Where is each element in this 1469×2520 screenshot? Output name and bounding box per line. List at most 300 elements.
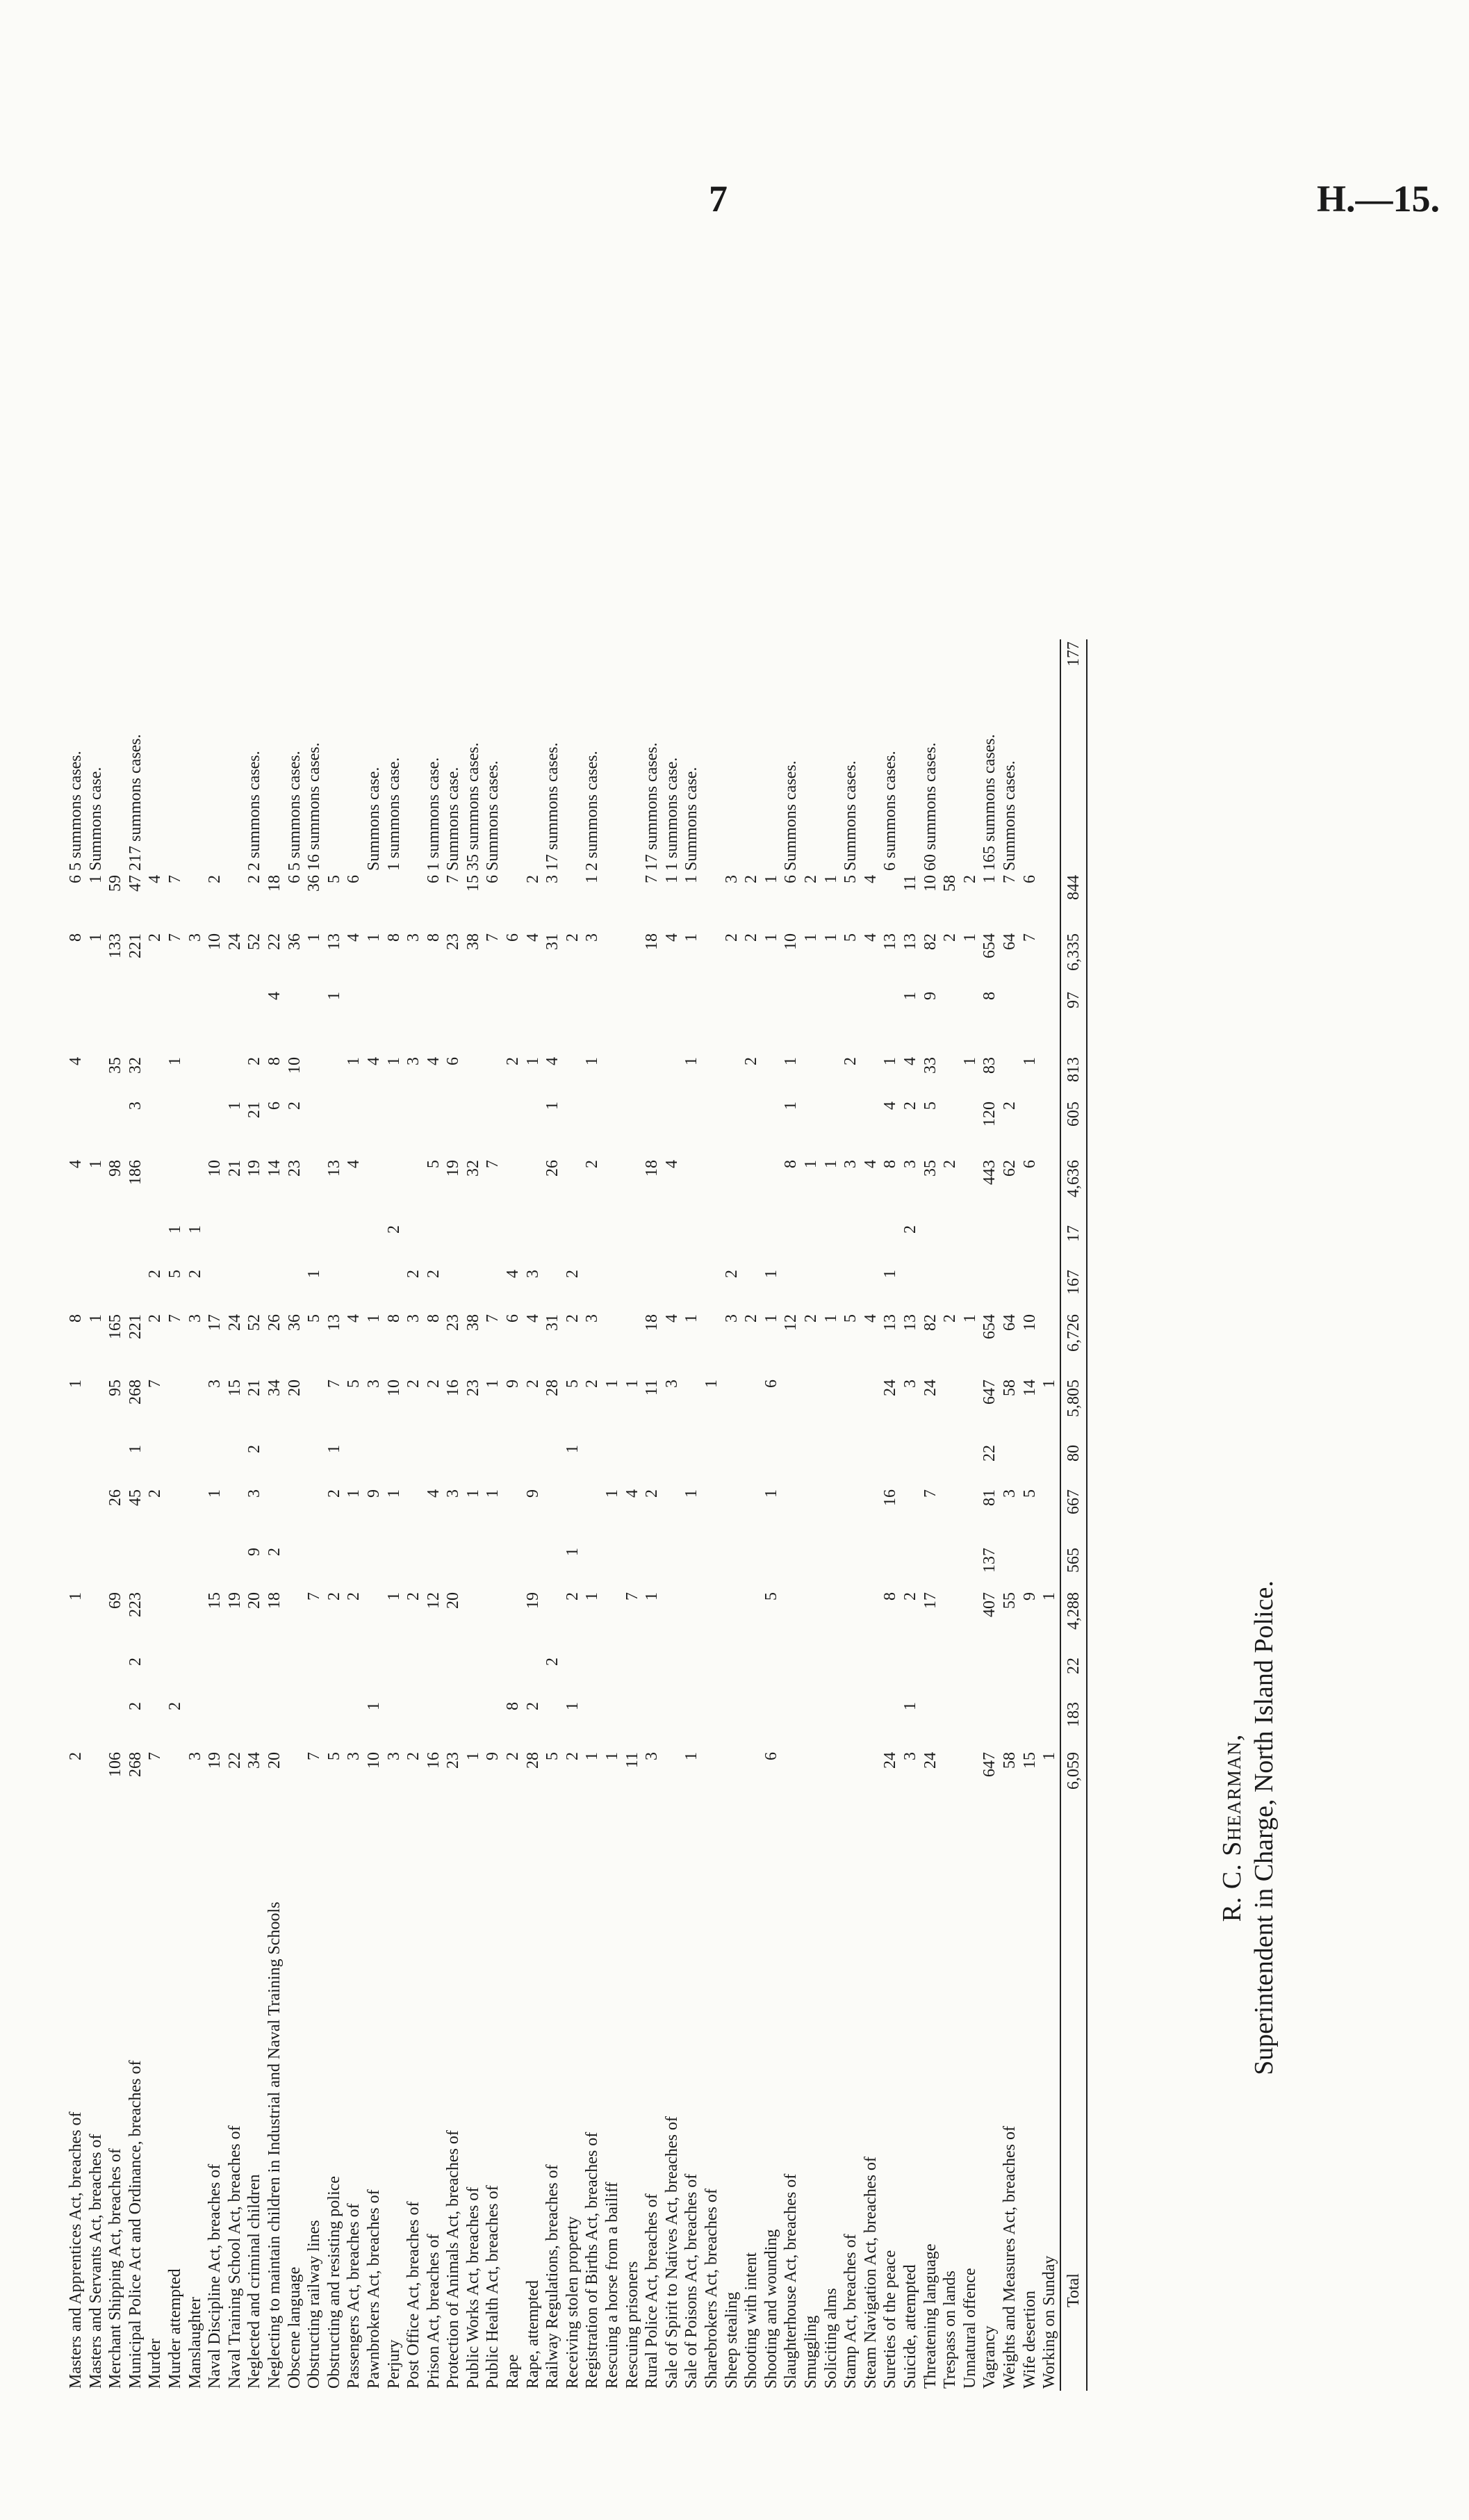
value-cell: 8 xyxy=(265,1057,284,1065)
value-cell xyxy=(741,1546,762,1590)
value-cell: 8 xyxy=(504,1702,523,1710)
value-cell xyxy=(424,1443,444,1487)
value-cell: 1 xyxy=(682,1314,701,1323)
value-cell xyxy=(344,990,364,1055)
value-cell xyxy=(880,1223,901,1268)
value-cell xyxy=(106,1546,126,1590)
value-cell xyxy=(86,1099,106,1158)
value-cell xyxy=(404,1487,424,1546)
value-cell xyxy=(1040,873,1060,931)
value-cell xyxy=(66,1700,86,1750)
value-cell xyxy=(145,1443,165,1487)
value-cell xyxy=(523,1443,543,1487)
value-cell xyxy=(682,1223,702,1268)
table-row xyxy=(186,639,206,2391)
remarks-cell: Summons case. xyxy=(364,767,383,871)
value-cell: 62 xyxy=(1000,1160,1019,1177)
value-cell: 17 xyxy=(921,1592,939,1609)
value-cell: 2 xyxy=(941,1314,960,1323)
value-cell: 2 xyxy=(583,1160,602,1168)
value-cell: 32 xyxy=(126,1057,145,1074)
total-cell: 813 xyxy=(1060,1055,1088,1099)
value-cell: 1 xyxy=(364,933,383,942)
value-cell xyxy=(106,1099,126,1158)
rotated-table-container xyxy=(66,236,1386,2391)
offence-label: Unnatural offence xyxy=(960,2268,979,2389)
table-row xyxy=(940,639,960,2391)
value-cell: 20 xyxy=(265,1752,284,1769)
value-cell: 7 xyxy=(146,1380,165,1388)
value-cell: 7 xyxy=(305,1752,324,1760)
table-row xyxy=(503,639,523,2391)
value-cell xyxy=(463,1268,484,1312)
value-cell: 10 xyxy=(921,875,939,892)
table-row xyxy=(443,639,463,2391)
value-cell xyxy=(781,1268,801,1312)
value-cell xyxy=(821,1055,842,1099)
table-row xyxy=(424,639,444,2391)
value-cell xyxy=(563,1655,583,1700)
value-cell: 7 xyxy=(1000,875,1019,883)
value-cell xyxy=(801,1223,821,1268)
offence-label: Slaughterhouse Act, breaches of xyxy=(782,2173,801,2389)
value-cell xyxy=(304,1158,325,1223)
value-cell xyxy=(801,1487,821,1546)
table-row xyxy=(960,639,980,2391)
value-cell: 3 xyxy=(404,933,423,942)
table-row xyxy=(602,639,623,2391)
total-cell: 22 xyxy=(1060,1655,1088,1700)
value-cell: 2 xyxy=(424,1270,443,1278)
value-cell: 7 xyxy=(325,1380,343,1388)
value-cell xyxy=(602,1443,623,1487)
value-cell xyxy=(702,873,722,931)
value-cell: 1 xyxy=(563,1548,582,1556)
value-cell xyxy=(642,1099,662,1158)
value-cell xyxy=(483,1700,503,1750)
signature-title: Superintendent in Charge, North Island Police. xyxy=(1249,1580,1279,2075)
value-cell xyxy=(66,1268,86,1312)
value-cell xyxy=(205,1223,225,1268)
offence-label: Municipal Police Act and Ordinance, breaches of xyxy=(126,2060,145,2389)
value-cell: 6 xyxy=(782,875,801,883)
value-cell xyxy=(781,1546,801,1590)
value-cell xyxy=(821,1750,842,1794)
value-cell: 19 xyxy=(444,1160,463,1177)
value-cell xyxy=(86,1223,106,1268)
value-cell xyxy=(483,990,503,1055)
value-cell: 1 xyxy=(86,1160,105,1168)
value-cell: 2 xyxy=(245,875,264,883)
value-cell xyxy=(126,990,146,1055)
value-cell xyxy=(722,1487,742,1546)
value-cell xyxy=(602,1312,623,1377)
remarks-cell xyxy=(523,639,543,873)
table-row xyxy=(861,639,881,2391)
value-cell: 18 xyxy=(265,1592,284,1609)
value-cell xyxy=(801,1055,821,1099)
value-cell xyxy=(285,1700,305,1750)
value-cell: 4 xyxy=(861,1160,880,1168)
value-cell xyxy=(841,1377,861,1443)
value-cell xyxy=(702,1487,722,1546)
value-cell xyxy=(205,1099,225,1158)
value-cell xyxy=(1040,1546,1060,1590)
value-cell xyxy=(722,1655,742,1700)
value-cell xyxy=(86,990,106,1055)
value-cell xyxy=(861,1750,881,1794)
value-cell: 8 xyxy=(67,1314,85,1323)
value-cell xyxy=(145,1655,165,1700)
value-cell xyxy=(523,990,543,1055)
value-cell xyxy=(602,1158,623,1223)
table-row xyxy=(304,639,325,2391)
value-cell xyxy=(66,1655,86,1700)
value-cell xyxy=(623,1655,643,1700)
value-cell xyxy=(225,1443,245,1487)
value-cell xyxy=(424,1099,444,1158)
value-cell: 6 xyxy=(1020,875,1039,883)
value-cell: 33 xyxy=(921,1057,939,1074)
value-cell xyxy=(741,1223,762,1268)
value-cell: 2 xyxy=(424,1380,443,1388)
value-cell: 1 xyxy=(186,1225,204,1234)
value-cell: 1 xyxy=(821,1314,840,1323)
value-cell xyxy=(821,1268,842,1312)
offence-label: Rescuing prisoners xyxy=(623,2261,641,2389)
value-cell: 21 xyxy=(245,1380,264,1396)
value-cell: 3 xyxy=(722,875,741,883)
value-cell: 9 xyxy=(504,1380,523,1388)
value-cell xyxy=(940,1055,960,1099)
value-cell xyxy=(722,1443,742,1487)
value-cell xyxy=(642,1055,662,1099)
value-cell: 9 xyxy=(364,1489,383,1498)
value-cell xyxy=(344,1268,364,1312)
value-cell: 24 xyxy=(881,1380,900,1396)
value-cell xyxy=(980,1223,1000,1268)
total-cell: 6,726 xyxy=(1060,1312,1088,1377)
value-cell xyxy=(861,1268,881,1312)
value-cell xyxy=(463,1546,484,1590)
value-cell xyxy=(285,1546,305,1590)
value-cell: 1 xyxy=(463,1489,482,1498)
value-cell: 3 xyxy=(384,1752,403,1760)
value-cell xyxy=(325,1099,345,1158)
value-cell xyxy=(245,1223,265,1268)
remarks-cell xyxy=(563,639,583,873)
value-cell: 1 xyxy=(384,1592,403,1601)
value-cell xyxy=(285,1590,305,1655)
value-cell xyxy=(861,1099,881,1158)
value-cell xyxy=(880,990,901,1055)
value-cell xyxy=(861,1377,881,1443)
value-cell: 20 xyxy=(285,1380,304,1396)
value-cell xyxy=(682,1546,702,1590)
value-cell: 18 xyxy=(643,933,662,950)
value-cell xyxy=(225,990,245,1055)
value-cell xyxy=(682,1700,702,1750)
offence-label: Neglected and criminal children xyxy=(245,2174,264,2389)
table-row xyxy=(66,639,86,2391)
value-cell: 1 xyxy=(67,1592,85,1601)
value-cell: 1 xyxy=(901,1702,919,1710)
value-cell xyxy=(186,1546,206,1590)
value-cell xyxy=(682,1158,702,1223)
offence-label: Protection of Animals Act, breaches of xyxy=(444,2130,463,2389)
value-cell: 2 xyxy=(325,1489,343,1498)
value-cell xyxy=(145,1590,165,1655)
value-cell xyxy=(364,1223,384,1268)
value-cell: 654 xyxy=(980,1314,999,1339)
value-cell xyxy=(443,1268,463,1312)
value-cell: 3 xyxy=(186,933,204,942)
value-cell: 4 xyxy=(662,1160,681,1168)
value-cell: 7 xyxy=(643,875,662,883)
value-cell xyxy=(682,1590,702,1655)
value-cell xyxy=(642,990,662,1055)
value-cell xyxy=(364,990,384,1055)
value-cell: 2 xyxy=(146,933,165,942)
remarks-cell: 217 summons cases. xyxy=(126,734,145,871)
value-cell: 20 xyxy=(245,1592,264,1609)
value-cell xyxy=(523,1655,543,1700)
value-cell: 9 xyxy=(1020,1592,1039,1601)
value-cell xyxy=(304,1443,325,1487)
total-cell: 17 xyxy=(1060,1223,1088,1268)
value-cell: 7 xyxy=(165,875,184,883)
value-cell: 654 xyxy=(980,933,999,958)
value-cell xyxy=(225,1546,245,1590)
value-cell xyxy=(424,990,444,1055)
value-cell xyxy=(126,1268,146,1312)
value-cell xyxy=(443,1655,463,1700)
value-cell: 1 xyxy=(563,1445,582,1453)
value-cell: 2 xyxy=(186,1270,204,1278)
value-cell xyxy=(344,1546,364,1590)
value-cell xyxy=(543,1546,563,1590)
value-cell: 31 xyxy=(543,933,562,950)
offence-label: Naval Discipline Act, breaches of xyxy=(206,2163,224,2389)
value-cell xyxy=(404,1158,424,1223)
table-row xyxy=(325,639,345,2391)
value-cell: 2 xyxy=(722,1270,741,1278)
value-cell xyxy=(642,1223,662,1268)
value-cell: 2 xyxy=(563,1592,582,1601)
value-cell xyxy=(165,1546,186,1590)
value-cell: 4 xyxy=(861,1314,880,1323)
value-cell xyxy=(106,1443,126,1487)
value-cell xyxy=(1020,1443,1040,1487)
value-cell: 16 xyxy=(444,1380,463,1396)
value-cell xyxy=(940,1099,960,1158)
table-row xyxy=(563,639,583,2391)
value-cell: 8 xyxy=(384,1314,403,1323)
value-cell: 2 xyxy=(563,1752,582,1760)
value-cell xyxy=(245,990,265,1055)
value-cell: 2 xyxy=(901,1592,919,1601)
value-cell xyxy=(463,1223,484,1268)
value-cell xyxy=(702,1158,722,1223)
offence-label: Passengers Act, breaches of xyxy=(345,2203,363,2389)
value-cell: 64 xyxy=(1000,1314,1019,1331)
value-cell: 36 xyxy=(285,933,304,950)
value-cell xyxy=(186,1377,206,1443)
value-cell: 2 xyxy=(901,1225,919,1234)
value-cell: 10 xyxy=(206,1160,224,1177)
value-cell xyxy=(384,1443,404,1487)
value-cell xyxy=(623,1700,643,1750)
value-cell xyxy=(404,1443,424,1487)
value-cell: 22 xyxy=(980,1445,999,1462)
signature-name: R. C. Shearman, xyxy=(1217,1733,1247,1922)
value-cell xyxy=(781,1443,801,1487)
total-cell: 5,805 xyxy=(1060,1377,1088,1443)
value-cell xyxy=(960,1158,980,1223)
value-cell xyxy=(304,1055,325,1099)
value-cell: 6 xyxy=(67,875,85,883)
remarks-cell: Summons case. xyxy=(86,767,105,871)
value-cell: 34 xyxy=(265,1380,284,1396)
value-cell xyxy=(762,1655,782,1700)
offence-label: Masters and Servants Act, breaches of xyxy=(86,2134,105,2389)
value-cell: 1 xyxy=(165,1225,184,1234)
value-cell xyxy=(463,990,484,1055)
value-cell xyxy=(662,1700,682,1750)
value-cell xyxy=(384,1158,404,1223)
value-cell: 1 xyxy=(583,1592,602,1601)
value-cell xyxy=(563,1158,583,1223)
value-cell: 7 xyxy=(484,933,502,942)
value-cell: 3 xyxy=(186,1314,204,1323)
value-cell: 1 xyxy=(543,1102,562,1110)
signature-block xyxy=(1216,1578,1280,2078)
value-cell xyxy=(503,990,523,1055)
value-cell xyxy=(841,1099,861,1158)
value-cell: 35 xyxy=(921,1160,939,1177)
value-cell: 36 xyxy=(305,875,324,892)
value-cell xyxy=(66,1099,86,1158)
value-cell xyxy=(205,1655,225,1700)
value-cell xyxy=(682,990,702,1055)
value-cell xyxy=(602,1655,623,1700)
value-cell xyxy=(662,1099,682,1158)
value-cell: 4 xyxy=(861,875,880,883)
value-cell xyxy=(582,1223,602,1268)
value-cell xyxy=(960,1099,980,1158)
value-cell xyxy=(66,990,86,1055)
value-cell xyxy=(404,1655,424,1700)
value-cell xyxy=(582,1655,602,1700)
value-cell xyxy=(960,990,980,1055)
value-cell: 9 xyxy=(245,1548,264,1556)
value-cell xyxy=(304,990,325,1055)
value-cell: 19 xyxy=(206,1752,224,1769)
value-cell xyxy=(702,1700,722,1750)
value-cell xyxy=(404,1223,424,1268)
offence-label: Rape xyxy=(504,2354,523,2389)
value-cell: 1 xyxy=(563,1702,582,1710)
value-cell xyxy=(384,1700,404,1750)
table-row xyxy=(285,639,305,2391)
value-cell xyxy=(921,1223,941,1268)
value-cell xyxy=(145,1099,165,1158)
value-cell xyxy=(821,1099,842,1158)
value-cell: 1 xyxy=(583,875,602,883)
offence-label: Rescuing a horse from a bailiff xyxy=(603,2182,622,2389)
value-cell xyxy=(265,1223,285,1268)
value-cell: 4 xyxy=(662,933,681,942)
value-cell: 24 xyxy=(225,1314,244,1331)
value-cell xyxy=(285,1750,305,1794)
value-cell xyxy=(762,1443,782,1487)
value-cell xyxy=(801,1750,821,1794)
value-cell xyxy=(404,873,424,931)
value-cell: 5 xyxy=(762,1592,780,1601)
value-cell: 2 xyxy=(345,1592,363,1601)
value-cell xyxy=(165,1443,186,1487)
value-cell: 19 xyxy=(225,1592,244,1609)
value-cell: 8 xyxy=(881,1592,900,1601)
value-cell: 18 xyxy=(265,875,284,892)
value-cell xyxy=(404,1700,424,1750)
value-cell xyxy=(722,1055,742,1099)
table-row xyxy=(265,639,285,2391)
value-cell xyxy=(940,1546,960,1590)
value-cell xyxy=(503,1590,523,1655)
value-cell: 2 xyxy=(146,1489,165,1498)
value-cell: 3 xyxy=(842,1160,860,1168)
value-cell xyxy=(960,1223,980,1268)
value-cell: 5 xyxy=(424,1160,443,1168)
value-cell xyxy=(722,1223,742,1268)
remarks-cell xyxy=(225,639,245,873)
value-cell xyxy=(841,990,861,1055)
value-cell xyxy=(1040,1268,1060,1312)
value-cell xyxy=(741,1487,762,1546)
value-cell: 1 xyxy=(682,1057,701,1065)
value-cell xyxy=(582,1099,602,1158)
remarks-cell xyxy=(741,639,762,873)
value-cell: 6 xyxy=(484,875,502,883)
value-cell xyxy=(483,1655,503,1700)
value-cell xyxy=(106,990,126,1055)
total-cell: 6,059 xyxy=(1060,1750,1088,1794)
value-cell: 24 xyxy=(921,1752,939,1769)
value-cell xyxy=(364,1546,384,1590)
value-cell xyxy=(662,1055,682,1099)
value-cell xyxy=(642,1443,662,1487)
offence-label: Stamp Act, breaches of xyxy=(842,2234,860,2389)
value-cell xyxy=(186,1700,206,1750)
value-cell: 4 xyxy=(146,875,165,883)
table-row xyxy=(245,639,265,2391)
table-row xyxy=(821,639,842,2391)
value-cell: 13 xyxy=(325,933,343,950)
value-cell xyxy=(424,1700,444,1750)
value-cell xyxy=(86,1750,106,1794)
value-cell xyxy=(304,1700,325,1750)
value-cell: 2 xyxy=(801,875,820,883)
total-cell: 565 xyxy=(1060,1546,1088,1590)
total-cell: 97 xyxy=(1060,990,1088,1055)
remarks-cell: 1 summons case. xyxy=(424,757,443,871)
value-cell xyxy=(821,1700,842,1750)
value-cell: 2 xyxy=(404,1752,423,1760)
value-cell: 1 xyxy=(682,1489,701,1498)
value-cell: 647 xyxy=(980,1380,999,1405)
value-cell: 3 xyxy=(126,1102,145,1110)
